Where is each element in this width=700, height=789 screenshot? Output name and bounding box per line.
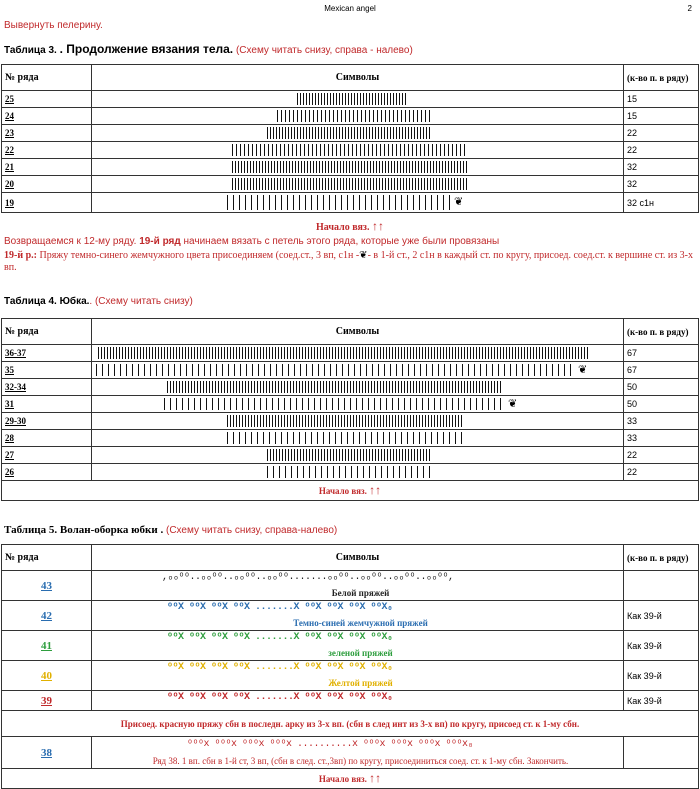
table3-title-main: . Продолжение вязания тела.: [59, 42, 234, 56]
table4-start-label: [2, 481, 699, 501]
table3-row-symbols: [92, 159, 624, 176]
table5-row-num: 41: [2, 631, 92, 661]
table4-row-num: 36-37: [2, 345, 92, 362]
table5-row-count: Как 39-й: [624, 691, 699, 711]
row-caption: зеленой пряжей: [328, 648, 393, 658]
table3-start-label: [0, 219, 700, 234]
table4-row-symbols: [92, 464, 624, 481]
page-number: 2: [687, 4, 692, 13]
table5-subtitle: (Схему читать снизу, справа-налево): [165, 525, 338, 536]
table5-start-label: [2, 769, 699, 789]
table5-row-symbols: [92, 661, 624, 691]
table4-header-row: № ряда: [2, 319, 92, 345]
table4-row-symbols: [92, 379, 624, 396]
table4-row-count: 33: [624, 430, 699, 447]
table3-row-count: 22: [624, 125, 699, 142]
table4-row-num: 27: [2, 447, 92, 464]
start-label-text: Начало вяз.: [318, 486, 367, 496]
table5-header-row: № ряда: [2, 545, 92, 571]
table3-row-symbols: [92, 108, 624, 125]
table5: [1, 544, 699, 789]
table5-header-count: (к-во п. в ряду): [624, 545, 699, 571]
table4-row-count: 50: [624, 379, 699, 396]
fan-stitch-graphic: ᵒᵒX ᵒᵒX ᵒᵒX ᵒᵒX .......X ᵒᵒX ᵒᵒX ᵒᵒX ᵒᵒX₀: [167, 602, 393, 613]
fan-stitch-graphic: ᵒᵒX ᵒᵒX ᵒᵒX ᵒᵒX .......X ᵒᵒX ᵒᵒX ᵒᵒX ᵒᵒX₀: [167, 662, 393, 673]
stitch-row-graphic: [227, 195, 452, 210]
table3-row-count: 22: [624, 142, 699, 159]
table3-title: [4, 42, 413, 56]
table3-header-symbols: Символы: [92, 65, 624, 91]
table3: [1, 64, 699, 213]
table5-row-count: [624, 737, 699, 769]
stitch-row-graphic: [267, 449, 432, 461]
table3-row-symbols: [92, 91, 624, 108]
stitch-row-graphic: [277, 110, 432, 122]
table5-row-count: Как 39-й: [624, 661, 699, 691]
table5-row-num: 43: [2, 571, 92, 601]
table3-note1: [4, 236, 499, 247]
table5-row-num: 40: [2, 661, 92, 691]
table5-row-symbols: [92, 601, 624, 631]
table5-row-count: Как 39-й: [624, 601, 699, 631]
table5-row-num: 39: [2, 691, 92, 711]
note2-part-b: Пряжу темно-синего жемчужного цвета присоединяем (соед.ст., 3 вп, с1н -: [36, 250, 360, 261]
table3-row-count: 15: [624, 108, 699, 125]
table4-row-count: 50: [624, 396, 699, 413]
shell-stitch-icon: ❦: [454, 196, 464, 208]
row38-text: Ряд 38. 1 вп. сбн в 1-й ст, 3 вп, (сбн в след. ст.,3вп) по кругу, присоединиться соед. ст. к 1-му сбн. Закончить.: [152, 756, 569, 766]
table5-join-note: Присоед. красную пряжу сбн в последн. арку из 3-х вп. (сбн в след инт из 3-х вп) по кругу, присоед ст. к 1-му сбн.: [2, 711, 699, 737]
row-caption: Белой пряжей: [331, 588, 390, 598]
table5-header-symbols: Символы: [92, 545, 624, 571]
table4-row-num: 26: [2, 464, 92, 481]
table3-row-num: 25: [2, 91, 92, 108]
table3-header-count: (к-во п. в ряду): [624, 65, 699, 91]
stitch-row-graphic: [164, 398, 506, 410]
fan-stitch-graphic: ,ₒₒᵒᵒ..ₒₒᵒᵒ..ₒₒᵒᵒ..ₒₒᵒᵒ.......ₒₒᵒᵒ..ₒₒᵒᵒ..ₒₒᵒᵒ..ₒₒᵒᵒ,: [162, 572, 454, 583]
table4-row-symbols: [92, 396, 624, 413]
up-arrows-icon: ↑↑: [369, 483, 382, 497]
note1-part-a: Возвращаемся к 12-му ряду.: [4, 236, 140, 247]
table3-row-num: 23: [2, 125, 92, 142]
row-caption: Темно-синей жемчужной пряжей: [293, 618, 428, 628]
fan-stitch-graphic: ᵒᵒᵒx ᵒᵒᵒx ᵒᵒᵒx ᵒᵒᵒx ..........x ᵒᵒᵒx ᵒᵒᵒx ᵒᵒᵒx ᵒᵒᵒx₀: [187, 739, 474, 750]
table4-title-main: Таблица 4. Юбка.: [4, 296, 90, 307]
start-label-text: Начало вяз.: [318, 774, 367, 784]
table4-row-num: 32-34: [2, 379, 92, 396]
start-label-text: Начало вяз.: [316, 222, 370, 233]
table5-title: [4, 524, 337, 536]
table3-row-num: 24: [2, 108, 92, 125]
table5-row-num: 38: [2, 737, 92, 769]
shell-stitch-icon: ❦: [578, 364, 588, 376]
table5-row-symbols: [92, 691, 624, 711]
stitch-row-graphic: [232, 144, 467, 156]
table4-subtitle: . (Схему читать снизу): [89, 296, 193, 307]
table4-row-symbols: [92, 447, 624, 464]
fan-stitch-graphic: ᵒᵒX ᵒᵒX ᵒᵒX ᵒᵒX .......X ᵒᵒX ᵒᵒX ᵒᵒX ᵒᵒX₀: [167, 692, 393, 703]
up-arrows-icon: ↑↑: [371, 219, 384, 233]
table4-title: [4, 296, 193, 307]
table3-header-row: № ряда: [2, 65, 92, 91]
table3-row-symbols: [92, 176, 624, 193]
table3-row-num: 19: [2, 193, 92, 213]
table3-row-count: 32 с1н: [624, 193, 699, 213]
shell-stitch-icon: ❦: [359, 250, 368, 261]
note2-part-c: - в 1-й ст., 2 с1н в каждый ст. по кругу, присоед. соед.ст. к вершине ст. из 3-х вп.: [4, 250, 693, 273]
stitch-row-graphic: [227, 432, 462, 444]
row-caption: Желтой пряжей: [328, 678, 393, 688]
table5-row-symbols: [92, 737, 624, 769]
stitch-row-graphic: [267, 466, 432, 478]
table4-row-num: 28: [2, 430, 92, 447]
table5-row-count: [624, 571, 699, 601]
table4-row-symbols: [92, 362, 624, 379]
stitch-row-graphic: [98, 347, 588, 359]
intro-note: Вывернуть пелерину.: [4, 20, 103, 31]
note1-part-c: начинаем вязать с петель этого ряда, которые уже были провязаны: [180, 236, 500, 247]
table3-row-symbols: [92, 142, 624, 159]
table4-row-count: 22: [624, 464, 699, 481]
table4-row-num: 29-30: [2, 413, 92, 430]
table4-row-count: 67: [624, 345, 699, 362]
stitch-row-graphic: [267, 127, 432, 139]
table3-row-num: 22: [2, 142, 92, 159]
table3-row-symbols: [92, 193, 624, 213]
stitch-row-graphic: [232, 178, 467, 190]
table3-row-num: 20: [2, 176, 92, 193]
stitch-row-graphic: [232, 161, 467, 173]
table4-row-count: 33: [624, 413, 699, 430]
table4-header-symbols: Символы: [92, 319, 624, 345]
table3-row-count: 15: [624, 91, 699, 108]
shell-stitch-icon: ❦: [508, 398, 518, 410]
table5-row-count: Как 39-й: [624, 631, 699, 661]
table4-row-symbols: [92, 413, 624, 430]
stitch-row-graphic: [297, 93, 407, 105]
table5-row-num: 42: [2, 601, 92, 631]
table4-row-symbols: [92, 345, 624, 362]
note1-part-b: 19-й ряд: [139, 236, 181, 247]
table4-row-count: 67: [624, 362, 699, 379]
table4-row-num: 35: [2, 362, 92, 379]
table3-note2: [4, 250, 694, 274]
table4-header-count: (к-во п. в ряду): [624, 319, 699, 345]
table4-row-symbols: [92, 430, 624, 447]
table5-row-symbols: [92, 631, 624, 661]
table3-row-num: 21: [2, 159, 92, 176]
table5-row-symbols: [92, 571, 624, 601]
table4-row-count: 22: [624, 447, 699, 464]
up-arrows-icon: ↑↑: [369, 771, 382, 785]
table3-subtitle: (Схему читать снизу, справа - налево): [235, 45, 413, 56]
stitch-row-graphic: [96, 364, 576, 376]
table3-row-count: 32: [624, 159, 699, 176]
stitch-row-graphic: [227, 415, 462, 427]
table3-row-count: 32: [624, 176, 699, 193]
table4: [1, 318, 699, 501]
stitch-row-graphic: [167, 381, 502, 393]
table3-title-prefix: Таблица 3.: [4, 45, 60, 56]
table4-row-num: 31: [2, 396, 92, 413]
note2-part-a: 19-й р.:: [4, 250, 37, 261]
fan-stitch-graphic: ᵒᵒX ᵒᵒX ᵒᵒX ᵒᵒX .......X ᵒᵒX ᵒᵒX ᵒᵒX ᵒᵒX₀: [167, 632, 393, 643]
table5-title-main: Таблица 5. Волан-оборка юбки .: [4, 524, 164, 536]
table3-row-symbols: [92, 125, 624, 142]
document-title: Mexican angel: [324, 4, 376, 13]
